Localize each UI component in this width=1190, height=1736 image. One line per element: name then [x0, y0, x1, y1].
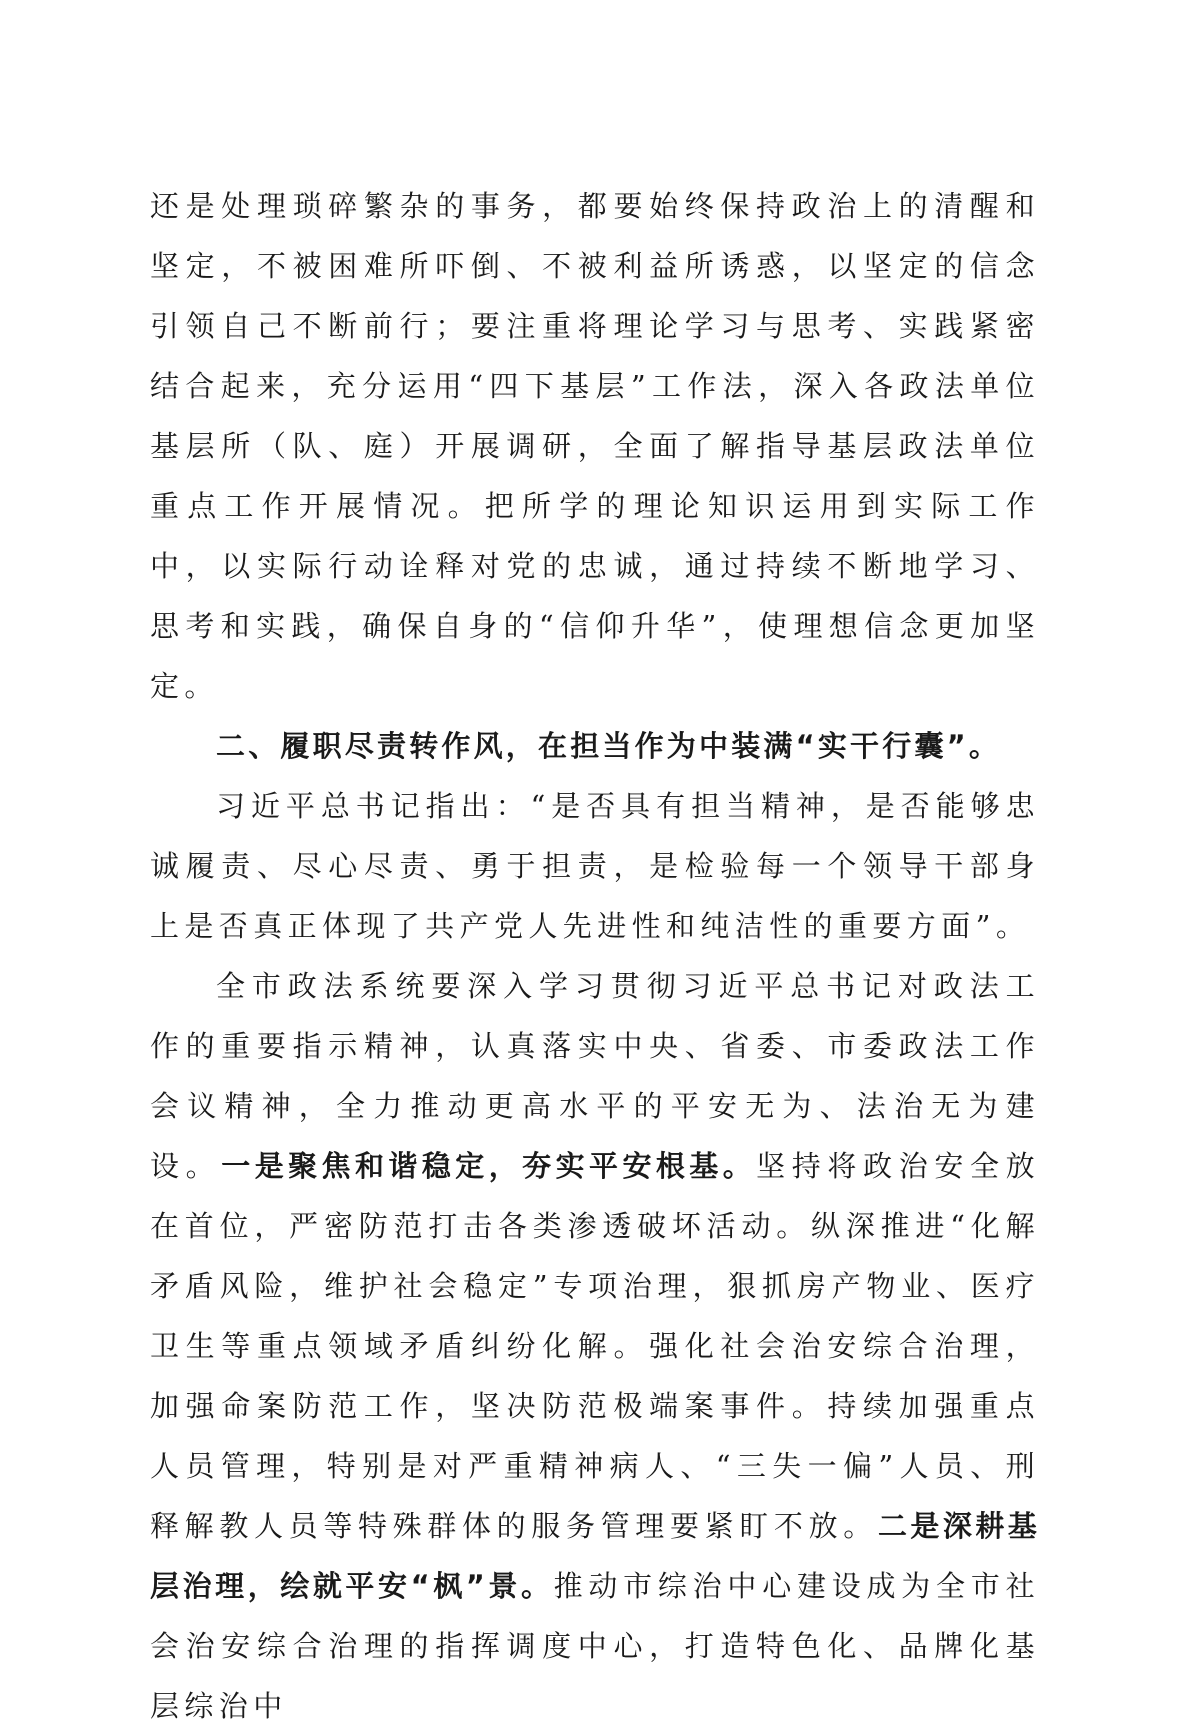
section-heading [150, 716, 1040, 776]
point-two-body: 推动市综治中心建设成为全市社会治安综合治理的指挥调度中心，打造特色化、品牌化基层综治中 [150, 1569, 1040, 1723]
paragraph-continued [150, 176, 1040, 716]
point-two-title: 二是深耕基层治理，绘就平安“枫”景。 [150, 1509, 1040, 1603]
point-one-body: 坚持将政治安全放在首位，严密防范打击各类渗透破坏活动。纵深推进“化解矛盾风险，维护社会稳定”专项治理，狠抓房产物业、医疗卫生等重点领域矛盾纠纷化解。强化社会治安综合治理，加强命案防范工作，坚决防范极端案事件。持续加强重点人员管理，特别是对严重精神病人、“三失一偏”人员、刑释解教人员等特殊群体的服务管理要紧盯不放。 [150, 1149, 1040, 1543]
main-paragraph-intro: 全市政法系统要深入学习贯彻习近平总书记对政法工作的重要指示精神，认真落实中央、省委、市委政法工作会议精神，全力推动更高水平的平安无为、法治无为建设。 [150, 969, 1040, 1183]
section-heading-text: 二、履职尽责转作风，在担当作为中装满“实干行囊”。 [216, 729, 1002, 763]
document-body [150, 176, 1040, 1736]
main-paragraph [150, 956, 1040, 1736]
quote-paragraph [150, 776, 1040, 956]
point-one-title: 一是聚焦和谐稳定，夯实平安根基。 [221, 1149, 757, 1183]
quote-paragraph-text: 习近平总书记指出：“是否具有担当精神，是否能够忠诚履责、尽心尽责、勇于担责，是检验每一个领导干部身上是否真正体现了共产党人先进性和纯洁性的重要方面”。 [150, 789, 1040, 943]
paragraph-text: 还是处理琐碎繁杂的事务，都要始终保持政治上的清醒和坚定，不被困难所吓倒、不被利益所诱惑，以坚定的信念引领自己不断前行；要注重将理论学习与思考、实践紧密结合起来，充分运用“四下基层”工作法，深入各政法单位基层所（队、庭）开展调研，全面了解指导基层政法单位重点工作开展情况。把所学的理论知识运用到实际工作中，以实际行动诠释对党的忠诚，通过持续不断地学习、思考和实践，确保自身的“信仰升华”，使理想信念更加坚定。 [150, 189, 1040, 703]
